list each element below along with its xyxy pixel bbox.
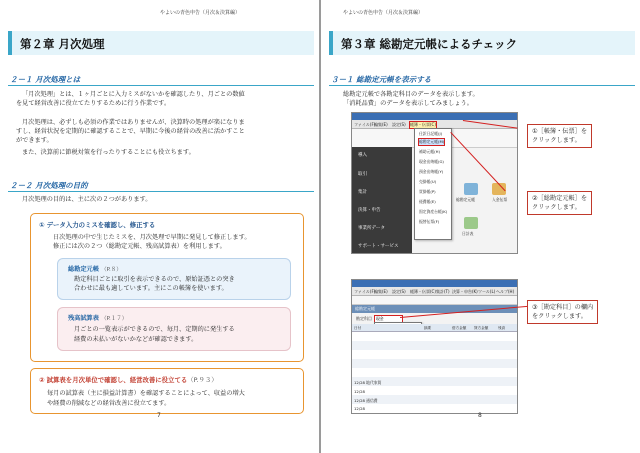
- purpose-2-title: ② 試算表を月次単位で確認し、経営改善に役立てる（P.９３）: [39, 376, 218, 384]
- account-label: 勘定科目: [356, 316, 372, 321]
- trial-balance-title: 残高試算表 （P.１７）: [68, 315, 128, 322]
- chapter-2-title: 第２章 月次処理: [20, 37, 105, 51]
- table-row: 12/28 通信費: [354, 398, 378, 403]
- general-ledger-line: 勘定科目ごとに取引を表示できるので、原始証憑との突き: [74, 276, 235, 283]
- menu-general-ledger[interactable]: 総勘定元帳(M): [419, 139, 445, 144]
- trial-balance-line: 経費の未払いがないかなどが確認できます。: [74, 336, 198, 343]
- left-running-header: やよいの青色申告（月次＆決算編）: [160, 10, 241, 16]
- purpose-1-line: 修正には次の２つ（総勘定元帳、残高試算表）を利用します。: [53, 243, 226, 250]
- callout-1: ①［帳簿・伝票］を クリックします。: [527, 124, 592, 148]
- section-divider: [8, 85, 314, 86]
- section-2-1-title: ２－１ 月次処理とは: [10, 75, 81, 84]
- table-row: 12/28 地代家賃: [354, 380, 382, 385]
- purpose-box-2: [30, 368, 304, 414]
- ledger-icon: [464, 183, 478, 195]
- paragraph-line: 月次処理は、必ずしも必須の作業ではありませんが、決算時の処理が楽になりま: [22, 119, 245, 126]
- intro-line: 「消耗品費」のデータを表示してみましょう。: [343, 100, 473, 107]
- ledger-icon-label: 総勘定元帳: [456, 197, 475, 202]
- section-2-2-title: ２－２ 月次処理の目的: [10, 181, 88, 190]
- screenshot-menu: [351, 112, 518, 254]
- chapter-3-title: 第３章 総勘定元帳によるチェック: [341, 37, 518, 51]
- paragraph-line: すし、経営状況を定期的に確認することで、早期に今後の経営の改善に活かすこと: [16, 128, 245, 135]
- callout-2: ②［総勘定元帳］を クリックします。: [527, 191, 592, 215]
- nav-pane: 導入 取引 集計 決算・申告 事業所データ サポート・サービス: [352, 147, 412, 253]
- callout-3: ③［勘定科目］の欄内 をクリックします。: [527, 300, 598, 324]
- screenshot-ledger: [351, 279, 518, 414]
- intro-line: 総勘定元帳で各勘定科目のデータを表示します。: [343, 91, 479, 98]
- section-divider: [329, 85, 635, 86]
- app-titlebar: [352, 280, 517, 287]
- table-row: 12/28: [354, 389, 365, 394]
- daily-total-icon-label: 日計表: [462, 231, 474, 236]
- page-number: 7: [157, 412, 161, 419]
- purpose-2-line: 毎月の試算表（主に損益計算書）を確認することによって、収益の増大: [47, 390, 245, 397]
- purpose-2-line: や経費の削減などの経営改善に役立てます。: [47, 400, 171, 407]
- paragraph-line: ができます。: [16, 137, 53, 144]
- app-titlebar: [352, 113, 517, 120]
- page-number: 8: [478, 412, 482, 419]
- daily-total-icon: [464, 217, 478, 229]
- ledger-window-title: 総勘定元帳: [352, 305, 517, 313]
- app-menubar: ファイル(F) 編集(E) 設定(S) 帳簿・伝票(C): [352, 120, 517, 129]
- section-divider: [8, 191, 314, 192]
- right-page: [321, 0, 640, 453]
- chapter-2-heading: [8, 31, 314, 55]
- paragraph-line: 「月次処理」とは、１ヶ月ごとに入力ミスがないかを確認したり、月ごとの数値: [22, 91, 245, 98]
- app-menubar: ファイル(F) 編集(E) 設定(S) 帳簿・伝票(C) 集計(T) 決算・申告(K) ツール(L) ヘルプ(H): [352, 287, 517, 296]
- purpose-box-1: [30, 213, 304, 362]
- paragraph-line: また、決算前に節税対策を行ったりすることにも役立ちます。: [22, 149, 195, 156]
- general-ledger-card: [57, 258, 291, 300]
- trial-balance-line: 月ごとの一覧表示ができるので、毎月、定期的に発生する: [74, 326, 235, 333]
- section-3-1-title: ３－１ 総勘定元帳を表示する: [331, 75, 432, 84]
- chapter-3-heading: [329, 31, 635, 55]
- paragraph-line: を見て経営改善に役立てたりするために行う作業です。: [16, 100, 171, 107]
- toolbar: [352, 296, 517, 305]
- general-ledger-line: 合わせに最も適しています。主にこの帳簿を使います。: [74, 285, 228, 292]
- general-ledger-title: 総勘定元帳 （P.８）: [68, 266, 122, 273]
- trial-balance-card: [57, 307, 291, 351]
- purpose-1-title: ① データ入力のミスを確認し、修正する: [39, 221, 156, 229]
- left-page: [0, 0, 319, 453]
- table-row: 12/28: [354, 406, 365, 411]
- menu-books-vouchers[interactable]: 帳簿・伝票(C): [410, 121, 436, 127]
- voucher-icon-label: 入金伝票: [492, 197, 508, 202]
- account-select[interactable]: 現金: [374, 315, 403, 323]
- ledger-header-row: 日付 摘要 借方金額 貸方金額 残高: [352, 324, 517, 332]
- section-intro: 月次処理の目的は、主に次の２つがあります。: [22, 196, 152, 203]
- right-running-header: やよいの青色申告（月次＆決算編）: [343, 10, 424, 16]
- purpose-1-line: 日次処理の中で生じたミスを、月次処理で早期に発見して修正します。: [53, 234, 251, 241]
- books-menu-dropdown[interactable]: 仕訳日記帳(J) 総勘定元帳(M) 補助元帳(H) 現金出納帳(G) 預金出納帳(Y) 売掛帳(U) 買掛帳(P) 経費帳(E) 固定資産台帳(K) 振替伝票(F): [414, 128, 452, 240]
